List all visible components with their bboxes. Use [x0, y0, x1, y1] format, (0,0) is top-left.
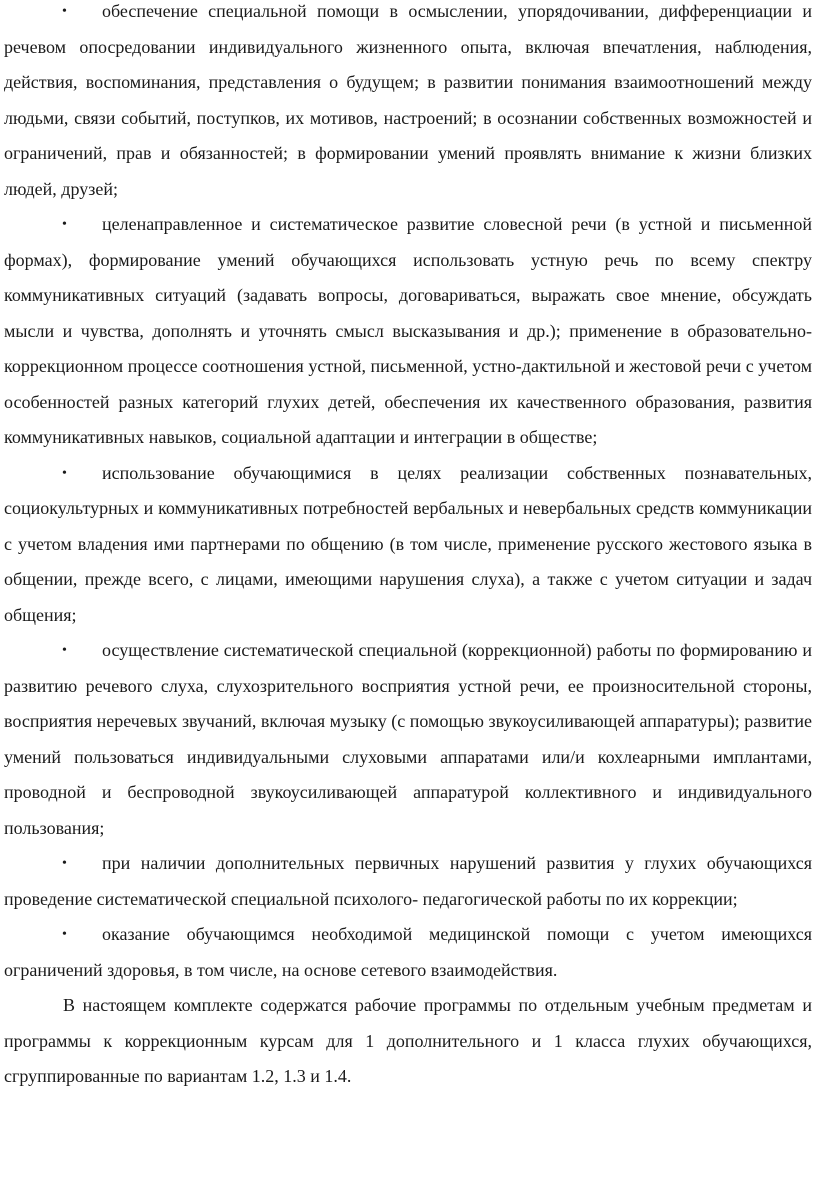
list-item [4, 633, 812, 846]
bullet-icon: • [62, 856, 67, 871]
bullet-icon: • [62, 465, 67, 481]
list-item-text: при наличии дополнительных первичных нарушений развития у глухих обучающихся проведение систематической специальной психолого- педагогической работы по их коррекции; [4, 853, 812, 909]
list-item [4, 0, 812, 207]
list-item-text: использование обучающимися в целях реализации собственных познавательных, социокультурных и коммуникативных потребностей вербальных и невербальных средств коммуникации с учетом владения ими партнерами по общению (в том числе, применение русского жестового языка в общении, прежде всего, с лицами, имеющими нарушения слуха), а также с учетом ситуации и задач общения; [4, 462, 812, 625]
bullet-icon: • [62, 643, 67, 658]
closing-paragraph: В настоящем комплекте содержатся рабочие программы по отдельным учебным предметам и программы к коррекционным курсам для 1 дополнительного и 1 класса глухих обучающихся, сгруппированные по вариантам 1.2, 1.3 и 1.4. [4, 995, 812, 1086]
list-item-text: целенаправленное и систематическое развитие словесной речи (в устной и письменной формах), формирование умений обучающихся использовать устную речь по всему спектру коммуникативных ситуаций (задавать вопросы, договариваться, выражать свое мнение, обсуждать мысли и чувства, дополнять и уточнять смысл высказывания и др.); применение в образовательно-коррекционном процессе соотношения устной, письменной, устно-дактильной и жестовой речи с учетом особенностей разных категорий глухих детей, обеспечения их качественного образования, развития коммуникативных навыков, социальной адаптации и интеграции в обществе; [4, 214, 812, 447]
list-item-text: оказание обучающимся необходимой медицинской помощи с учетом имеющихся ограничений здоровья, в том числе, на основе сетевого взаимодействия. [4, 924, 812, 980]
list-item-text: обеспечение специальной помощи в осмыслении, упорядочивании, дифференциации и речевом опосредовании индивидуального жизненного опыта, включая впечатления, наблюдения, действия, воспоминания, представления о будущем; в развитии понимания взаимоотношений между людьми, связи событий, поступков, их мотивов, настроений; в осознании собственных возможностей и ограничений, прав и обязанностей; в формировании умений проявлять внимание к жизни близких людей, друзей; [4, 1, 812, 199]
bullet-icon: • [62, 927, 67, 942]
document-body [4, 0, 812, 1095]
bullet-icon: • [62, 4, 67, 19]
list-item [4, 846, 812, 917]
list-item [4, 917, 812, 988]
bullet-icon: • [62, 217, 67, 232]
list-item-text: осуществление систематической специальной (коррекционной) работы по формированию и развитию речевого слуха, слухозрительного восприятия устной речи, ее произносительной стороны, восприятия неречевых звучаний, включая музыку (с помощью звукоусиливающей аппаратуры); развитие умений пользоваться индивидуальными слуховыми аппаратами или/и кохлеарными имплантами, проводной и беспроводной звукоусиливающей аппаратурой коллективного и индивидуального пользования; [4, 640, 812, 838]
list-item [4, 456, 812, 634]
list-item [4, 207, 812, 456]
